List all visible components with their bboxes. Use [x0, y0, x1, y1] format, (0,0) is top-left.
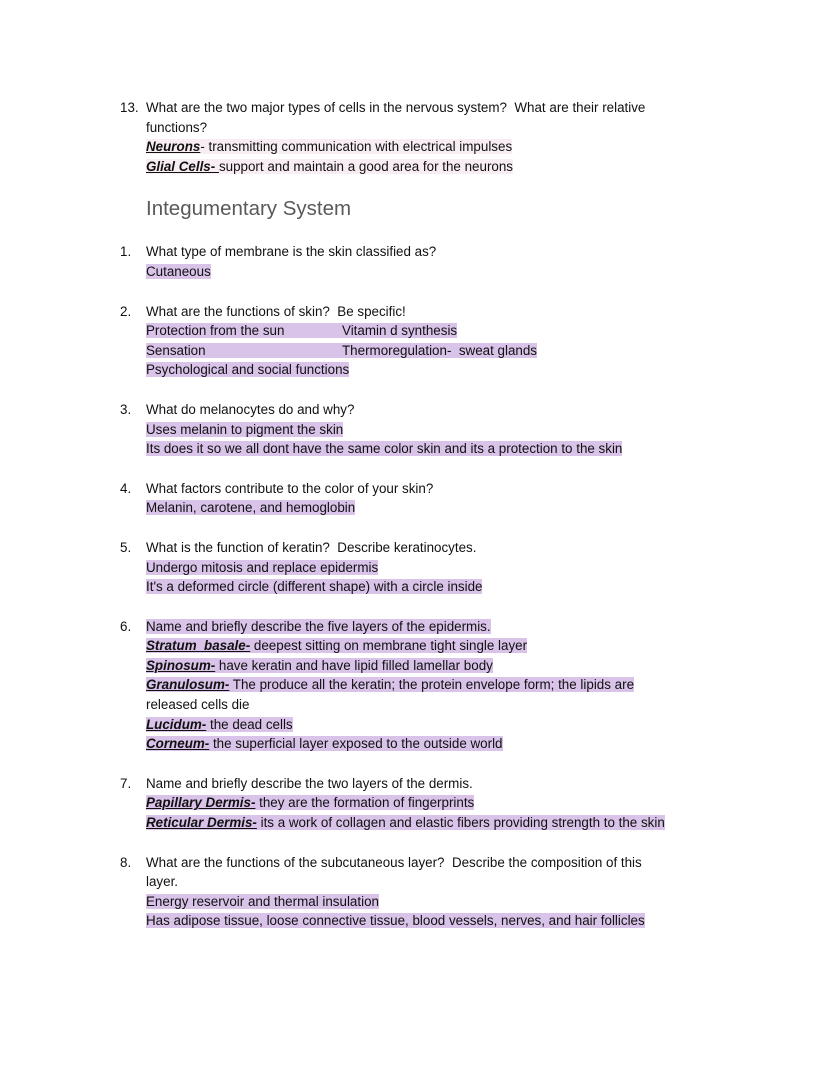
plain-text — [146, 120, 207, 135]
answer-line — [146, 360, 786, 380]
question-line — [146, 853, 786, 873]
question-line — [146, 479, 786, 499]
highlighted-text — [146, 638, 527, 653]
highlighted-text — [146, 159, 513, 174]
item-content — [146, 302, 786, 380]
text-segment: Has adipose tissue, loose connective tissue, blood vessels, nerves, and hair follicles — [146, 913, 645, 929]
text-segment: Its does it so we all dont have the same color skin and its a protection to the skin — [146, 441, 623, 457]
text-segment: Cutaneous — [146, 263, 211, 279]
text-segment: its a work of collagen and elastic fibers providing strength to the skin — [256, 815, 665, 831]
plain-text — [146, 481, 433, 496]
item-content — [146, 98, 786, 176]
qa-item — [120, 242, 788, 281]
qa-item — [120, 774, 788, 833]
plain-text — [146, 874, 178, 889]
text-segment: Energy reservoir and thermal insulation — [146, 893, 379, 909]
text-segment: Thermoregulation- sweat glands — [342, 342, 538, 358]
text-segment: released cells die — [146, 697, 250, 713]
highlighted-text — [146, 717, 293, 732]
qa-item — [120, 302, 788, 380]
answer-line — [146, 498, 786, 518]
item-number: 6. — [120, 618, 132, 634]
item-content — [146, 242, 786, 281]
answer-line — [146, 439, 786, 459]
highlighted-text — [146, 343, 537, 358]
question-line — [146, 118, 786, 138]
plain-text — [146, 697, 249, 712]
plain-text — [146, 540, 476, 555]
text-segment: have keratin and have lipid filled lamellar body — [215, 657, 493, 673]
highlighted-text — [146, 422, 343, 437]
answer-line — [146, 262, 786, 282]
highlighted-text — [146, 619, 491, 634]
text-segment: the dead cells — [206, 716, 293, 732]
text-segment: What are the functions of skin? Be specific! — [146, 303, 406, 319]
highlighted-text — [146, 736, 503, 751]
text-segment: the superficial layer exposed to the outside world — [209, 736, 503, 752]
item-content — [146, 479, 786, 518]
item-number: 8. — [120, 854, 132, 870]
text-segment: layer. — [146, 874, 179, 890]
text-segment: Name and briefly describe the two layers of the dermis. — [146, 775, 473, 791]
text-segment: - transmitting communication with electrical impulses — [200, 139, 513, 155]
item-number: 4. — [120, 480, 132, 496]
question-line — [146, 872, 786, 892]
text-segment: Uses melanin to pigment the skin — [146, 421, 344, 437]
item-number: 5. — [120, 539, 132, 555]
text-segment: It's a deformed circle (different shape) with a circle inside — [146, 579, 483, 595]
term-text: Papillary Dermis- — [146, 795, 256, 811]
term-text: Reticular Dermis- — [146, 815, 257, 831]
answer-line — [146, 793, 786, 813]
plain-text — [146, 855, 642, 870]
item-content — [146, 853, 786, 931]
text-segment: What are the functions of the subcutaneous layer? Describe the composition of this — [146, 854, 642, 870]
answer-line — [146, 558, 786, 578]
qa-item — [120, 98, 788, 176]
qa-item — [120, 479, 788, 518]
answer-line — [146, 157, 786, 177]
text-segment: What are the two major types of cells in the nervous system? What are their relative — [146, 100, 646, 115]
highlighted-text — [146, 139, 512, 154]
item-content — [146, 400, 786, 459]
plain-text — [146, 304, 406, 319]
text-segment: What is the function of keratin? Describe keratinocytes. — [146, 539, 477, 555]
text-segment: they are the formation of fingerprints — [255, 795, 475, 811]
question-line — [146, 774, 786, 794]
plain-text — [146, 100, 645, 115]
qa-item — [120, 538, 788, 597]
answer-line — [146, 137, 786, 157]
highlighted-text — [146, 894, 379, 909]
text-segment: deepest sitting on membrane tight single layer — [250, 638, 528, 654]
top-item-container — [120, 98, 788, 176]
answer-line — [146, 734, 786, 754]
answer-line — [146, 892, 786, 912]
answer-line — [146, 675, 786, 695]
term-text: Lucidum- — [146, 716, 207, 732]
qa-item — [120, 400, 788, 459]
question-line — [146, 98, 786, 118]
item-number: 3. — [120, 401, 132, 417]
qa-item — [120, 853, 788, 931]
plain-text — [146, 402, 354, 417]
item-number: 1. — [120, 244, 132, 260]
highlighted-text — [146, 579, 482, 594]
term-text: Corneum- — [146, 736, 210, 752]
answer-line — [146, 656, 786, 676]
item-content — [146, 774, 786, 833]
item-number: 2. — [120, 303, 132, 319]
question-line — [146, 400, 786, 420]
highlighted-text — [146, 795, 474, 810]
text-segment: functions? — [146, 119, 208, 135]
item-number: 7. — [120, 775, 132, 791]
answer-line — [146, 636, 786, 656]
text-segment: What do melanocytes do and why? — [146, 401, 355, 417]
term-text: Neurons — [146, 139, 201, 155]
answer-line — [146, 577, 786, 597]
highlighted-text — [146, 500, 355, 515]
text-segment: The produce all the keratin; the protein envelope form; the lipids are — [229, 677, 635, 693]
text-segment: Protection from the sun — [146, 323, 285, 339]
text-segment: Psychological and social functions — [146, 362, 350, 378]
highlighted-text — [146, 323, 457, 338]
answer-line — [146, 813, 786, 833]
question-list — [120, 242, 788, 931]
highlighted-text — [146, 677, 634, 692]
answer-line — [146, 911, 786, 931]
text-segment: Vitamin d synthesis — [342, 323, 458, 339]
question-line — [146, 617, 786, 637]
text-segment: Melanin, carotene, and hemoglobin — [146, 500, 356, 516]
term-text: Stratum basale- — [146, 638, 251, 654]
qa-item — [120, 617, 788, 754]
text-segment: support and maintain a good area for the neurons — [218, 158, 513, 174]
section-heading: Integumentary System — [146, 197, 352, 221]
question-line — [146, 242, 786, 262]
term-text: Glial Cells- — [146, 158, 219, 174]
plain-text — [146, 776, 473, 791]
highlighted-text — [146, 264, 211, 279]
question-line — [146, 538, 786, 558]
text-segment: Undergo mitosis and replace epidermis — [146, 559, 379, 575]
item-number: 13. — [120, 100, 139, 115]
text-segment: What factors contribute to the color of your skin? — [146, 480, 434, 496]
highlighted-text — [146, 815, 665, 830]
answer-line — [146, 715, 786, 735]
answer-line — [146, 420, 786, 440]
answer-line — [146, 695, 786, 715]
term-text: Granulosum- — [146, 677, 230, 693]
question-line — [146, 302, 786, 322]
text-segment: Sensation — [146, 342, 206, 358]
text-segment: Name and briefly describe the five layers of the epidermis. — [146, 618, 491, 634]
item-content — [146, 538, 786, 597]
text-segment: What type of membrane is the skin classified as? — [146, 244, 437, 260]
answer-line — [146, 341, 786, 361]
highlighted-text — [146, 560, 378, 575]
term-text: Spinosum- — [146, 657, 216, 673]
plain-text — [146, 244, 436, 259]
highlighted-text — [146, 913, 645, 928]
answer-line — [146, 321, 786, 341]
highlighted-text — [146, 441, 622, 456]
highlighted-text — [146, 658, 493, 673]
highlighted-text — [146, 362, 349, 377]
item-content — [146, 617, 786, 754]
